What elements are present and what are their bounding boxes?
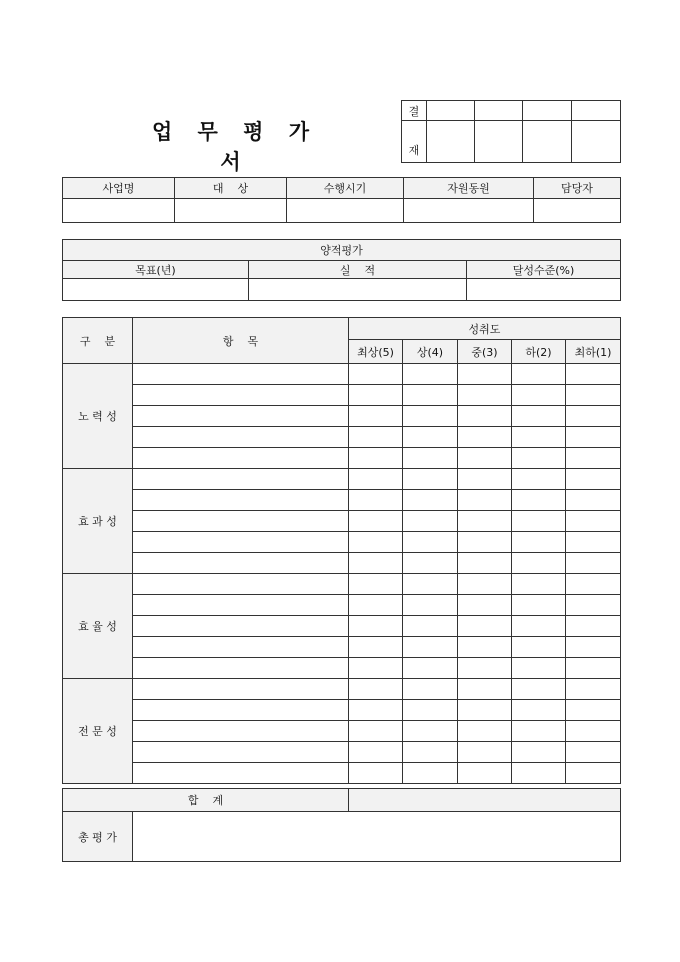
header-manager: 담당자 xyxy=(534,178,621,199)
header-target: 대 상 xyxy=(175,178,287,199)
header-resources: 자원동원 xyxy=(404,178,534,199)
approval-sign-cell[interactable] xyxy=(572,121,621,163)
evaluation-table xyxy=(62,317,621,784)
input-achievement-rate[interactable] xyxy=(467,279,621,301)
input-manager[interactable] xyxy=(534,199,621,223)
header-item: 항 목 xyxy=(133,318,349,364)
score-cell[interactable] xyxy=(566,637,621,658)
score-cell[interactable] xyxy=(566,469,621,490)
score-cell[interactable] xyxy=(349,679,403,700)
score-cell[interactable] xyxy=(458,763,512,784)
score-cell[interactable] xyxy=(349,427,403,448)
header-period: 수행시기 xyxy=(287,178,404,199)
score-cell[interactable] xyxy=(403,721,458,742)
score-cell[interactable] xyxy=(458,574,512,595)
header-performance: 실 적 xyxy=(249,261,467,279)
score-cell[interactable] xyxy=(403,385,458,406)
table-row xyxy=(63,595,621,616)
table-row xyxy=(63,658,621,679)
score-cell[interactable] xyxy=(512,406,566,427)
score-cell[interactable] xyxy=(512,742,566,763)
score-cell[interactable] xyxy=(458,385,512,406)
score-cell[interactable] xyxy=(458,427,512,448)
category-label: 효 율 성 xyxy=(63,574,133,679)
score-cell[interactable] xyxy=(458,658,512,679)
score-cell[interactable] xyxy=(403,637,458,658)
score-cell[interactable] xyxy=(403,700,458,721)
item-cell[interactable] xyxy=(133,364,349,385)
score-cell[interactable] xyxy=(458,721,512,742)
header-category: 구 분 xyxy=(63,318,133,364)
score-cell[interactable] xyxy=(566,511,621,532)
score-cell[interactable] xyxy=(349,406,403,427)
score-cell[interactable] xyxy=(512,574,566,595)
score-cell[interactable] xyxy=(566,658,621,679)
table-row xyxy=(63,700,621,721)
score-cell[interactable] xyxy=(349,490,403,511)
approval-title-cell[interactable] xyxy=(523,101,572,121)
score-cell[interactable] xyxy=(458,553,512,574)
score-cell[interactable] xyxy=(512,553,566,574)
table-row xyxy=(63,406,621,427)
score-cell[interactable] xyxy=(512,595,566,616)
score-cell[interactable] xyxy=(512,490,566,511)
table-row xyxy=(63,385,621,406)
score-cell[interactable] xyxy=(512,385,566,406)
input-target[interactable] xyxy=(175,199,287,223)
score-cell[interactable] xyxy=(349,595,403,616)
item-cell[interactable] xyxy=(133,511,349,532)
score-cell[interactable] xyxy=(403,574,458,595)
score-cell[interactable] xyxy=(512,616,566,637)
table-row xyxy=(63,637,621,658)
score-cell[interactable] xyxy=(512,364,566,385)
input-performance[interactable] xyxy=(249,279,467,301)
score-cell[interactable] xyxy=(512,658,566,679)
item-cell[interactable] xyxy=(133,574,349,595)
approval-label-top: 결 xyxy=(402,101,427,121)
score-cell[interactable] xyxy=(458,595,512,616)
score-cell[interactable] xyxy=(566,595,621,616)
level-mid: 중(3) xyxy=(458,340,512,364)
item-cell[interactable] xyxy=(133,490,349,511)
total-table xyxy=(62,788,621,812)
category-label: 효 과 성 xyxy=(63,469,133,574)
score-cell[interactable] xyxy=(349,364,403,385)
item-cell[interactable] xyxy=(133,658,349,679)
score-cell[interactable] xyxy=(349,385,403,406)
input-project-name[interactable] xyxy=(63,199,175,223)
score-cell[interactable] xyxy=(403,532,458,553)
header-achievement: 성취도 xyxy=(349,318,621,340)
score-cell[interactable] xyxy=(566,616,621,637)
item-cell[interactable] xyxy=(133,595,349,616)
score-cell[interactable] xyxy=(403,742,458,763)
score-cell[interactable] xyxy=(349,763,403,784)
score-cell[interactable] xyxy=(566,406,621,427)
input-resources[interactable] xyxy=(404,199,534,223)
score-cell[interactable] xyxy=(566,721,621,742)
score-cell[interactable] xyxy=(512,700,566,721)
item-cell[interactable] xyxy=(133,553,349,574)
table-row xyxy=(63,511,621,532)
table-row xyxy=(63,448,621,469)
score-cell[interactable] xyxy=(566,763,621,784)
table-row xyxy=(63,721,621,742)
level-worst: 최하(1) xyxy=(566,340,621,364)
input-period[interactable] xyxy=(287,199,404,223)
quantitative-eval-table xyxy=(62,239,621,301)
level-low: 하(2) xyxy=(512,340,566,364)
score-cell[interactable] xyxy=(458,406,512,427)
score-cell[interactable] xyxy=(458,469,512,490)
approval-sign-cell[interactable] xyxy=(427,121,475,163)
score-cell[interactable] xyxy=(349,553,403,574)
item-cell[interactable] xyxy=(133,616,349,637)
score-cell[interactable] xyxy=(566,364,621,385)
item-cell[interactable] xyxy=(133,385,349,406)
score-cell[interactable] xyxy=(512,721,566,742)
score-cell[interactable] xyxy=(458,679,512,700)
score-cell[interactable] xyxy=(403,616,458,637)
table-row xyxy=(63,616,621,637)
category-label: 전 문 성 xyxy=(63,679,133,784)
table-row xyxy=(63,742,621,763)
score-cell[interactable] xyxy=(566,427,621,448)
item-cell[interactable] xyxy=(133,763,349,784)
score-cell[interactable] xyxy=(403,406,458,427)
overall-table xyxy=(62,811,621,862)
item-cell[interactable] xyxy=(133,679,349,700)
score-cell[interactable] xyxy=(512,511,566,532)
overall-input[interactable] xyxy=(133,812,621,862)
project-info-table xyxy=(62,177,621,223)
score-cell[interactable] xyxy=(349,511,403,532)
score-cell[interactable] xyxy=(403,364,458,385)
score-cell[interactable] xyxy=(403,658,458,679)
score-cell[interactable] xyxy=(512,532,566,553)
score-cell[interactable] xyxy=(349,742,403,763)
item-cell[interactable] xyxy=(133,448,349,469)
item-cell[interactable] xyxy=(133,721,349,742)
total-value[interactable] xyxy=(349,789,621,812)
header-achievement-rate: 달성수준(%) xyxy=(467,261,621,279)
score-cell[interactable] xyxy=(403,448,458,469)
item-cell[interactable] xyxy=(133,532,349,553)
score-cell[interactable] xyxy=(458,532,512,553)
score-cell[interactable] xyxy=(349,637,403,658)
score-cell[interactable] xyxy=(512,469,566,490)
score-cell[interactable] xyxy=(566,679,621,700)
level-high: 상(4) xyxy=(403,340,458,364)
overall-label: 총 평 가 xyxy=(63,812,133,862)
input-goal[interactable] xyxy=(63,279,249,301)
score-cell[interactable] xyxy=(458,448,512,469)
score-cell[interactable] xyxy=(458,742,512,763)
score-cell[interactable] xyxy=(403,553,458,574)
table-row xyxy=(63,532,621,553)
score-cell[interactable] xyxy=(566,448,621,469)
score-cell[interactable] xyxy=(458,700,512,721)
item-cell[interactable] xyxy=(133,427,349,448)
score-cell[interactable] xyxy=(349,658,403,679)
score-cell[interactable] xyxy=(403,490,458,511)
score-cell[interactable] xyxy=(403,469,458,490)
score-cell[interactable] xyxy=(458,511,512,532)
approval-title-cell[interactable] xyxy=(572,101,621,121)
item-cell[interactable] xyxy=(133,700,349,721)
header-project-name: 사업명 xyxy=(63,178,175,199)
score-cell[interactable] xyxy=(403,763,458,784)
score-cell[interactable] xyxy=(349,574,403,595)
score-cell[interactable] xyxy=(566,574,621,595)
table-row xyxy=(63,574,621,595)
score-cell[interactable] xyxy=(458,616,512,637)
table-row xyxy=(63,427,621,448)
score-cell[interactable] xyxy=(512,448,566,469)
item-cell[interactable] xyxy=(133,469,349,490)
score-cell[interactable] xyxy=(566,553,621,574)
score-cell[interactable] xyxy=(403,679,458,700)
score-cell[interactable] xyxy=(512,679,566,700)
score-cell[interactable] xyxy=(403,595,458,616)
approval-sign-cell[interactable] xyxy=(475,121,523,163)
score-cell[interactable] xyxy=(349,469,403,490)
table-row xyxy=(63,763,621,784)
document-title: 업 무 평 가 서 xyxy=(151,120,319,174)
score-cell[interactable] xyxy=(349,532,403,553)
score-cell[interactable] xyxy=(403,511,458,532)
item-cell[interactable] xyxy=(133,406,349,427)
score-cell[interactable] xyxy=(349,700,403,721)
table-row xyxy=(63,553,621,574)
score-cell[interactable] xyxy=(458,490,512,511)
table-row xyxy=(63,679,621,700)
approval-sign-cell[interactable] xyxy=(523,121,572,163)
score-cell[interactable] xyxy=(512,637,566,658)
approval-title-cell[interactable] xyxy=(475,101,523,121)
score-cell[interactable] xyxy=(512,763,566,784)
table-row xyxy=(63,469,621,490)
table-row xyxy=(63,364,621,385)
score-cell[interactable] xyxy=(458,637,512,658)
score-cell[interactable] xyxy=(458,364,512,385)
category-label: 노 력 성 xyxy=(63,364,133,469)
total-label: 합 계 xyxy=(63,789,349,812)
score-cell[interactable] xyxy=(566,742,621,763)
item-cell[interactable] xyxy=(133,742,349,763)
header-goal: 목표(년) xyxy=(63,261,249,279)
score-cell[interactable] xyxy=(349,448,403,469)
approval-box xyxy=(401,100,621,163)
score-cell[interactable] xyxy=(566,700,621,721)
score-cell[interactable] xyxy=(566,385,621,406)
score-cell[interactable] xyxy=(403,427,458,448)
score-cell[interactable] xyxy=(566,532,621,553)
quantitative-title: 양적평가 xyxy=(63,240,621,261)
level-best: 최상(5) xyxy=(349,340,403,364)
table-row xyxy=(63,490,621,511)
score-cell[interactable] xyxy=(349,721,403,742)
score-cell[interactable] xyxy=(512,427,566,448)
score-cell[interactable] xyxy=(349,616,403,637)
score-cell[interactable] xyxy=(566,490,621,511)
item-cell[interactable] xyxy=(133,637,349,658)
approval-title-cell[interactable] xyxy=(427,101,475,121)
approval-label-bottom: 재 xyxy=(402,121,427,163)
